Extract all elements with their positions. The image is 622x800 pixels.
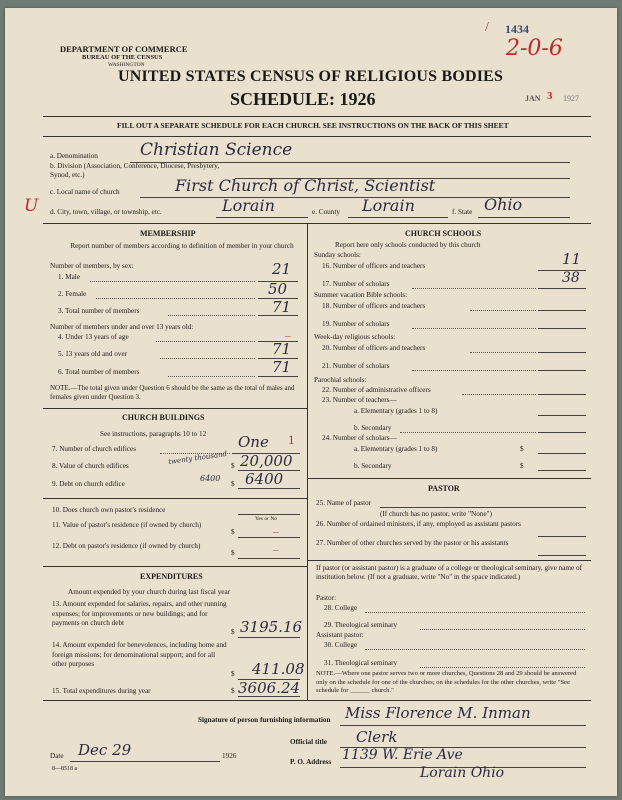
q13-value: 3195.16 bbox=[240, 618, 303, 636]
city-label: d. City, town, village, or township, etc. bbox=[50, 208, 162, 216]
q24a-label: a. Elementary (grades 1 to 8) bbox=[354, 445, 438, 453]
q8-label: 8. Value of church edifices bbox=[52, 462, 129, 470]
city-label: WASHINGTON bbox=[108, 62, 145, 68]
q9-value: 6400 bbox=[245, 470, 284, 488]
q6-value: 71 bbox=[272, 358, 292, 376]
q30-label: 30. College bbox=[324, 641, 358, 649]
graduate-instruction: If pastor (or assistant pastor) is a graduate of a college or theological seminary, give name of institution below. (If not a graduate, write "No" in the space indicated.) bbox=[316, 564, 582, 581]
q19-label: 19. Number of scholars bbox=[322, 320, 390, 328]
expenditures-sub: Amount expended by your church during last fiscal year bbox=[68, 588, 231, 596]
q31-label: 31. Theological seminary bbox=[324, 659, 398, 667]
q28-label: 28. College bbox=[324, 604, 358, 612]
pastor-sub: Pastor: bbox=[316, 594, 336, 602]
schools-intro: Report here only schools conducted by this church bbox=[335, 241, 481, 249]
pastor-title: PASTOR bbox=[428, 484, 460, 493]
po-address-value: 1139 W. Erie Ave bbox=[342, 747, 463, 763]
margin-mark: U bbox=[24, 196, 39, 216]
q24b-label: b. Secondary bbox=[354, 462, 392, 470]
q18-label: 18. Number of officers and teachers bbox=[322, 302, 426, 310]
dept-label: DEPARTMENT OF COMMERCE bbox=[60, 44, 188, 54]
date-value: Dec 29 bbox=[78, 741, 132, 759]
q16-label: 16. Number of officers and teachers bbox=[322, 262, 426, 270]
q7-value: One bbox=[238, 433, 269, 451]
church-name-value: First Church of Christ, Scientist bbox=[175, 176, 436, 195]
q16-value: 11 bbox=[562, 250, 582, 268]
q1-label: 1. Male bbox=[58, 273, 80, 281]
q5-label: 5. 13 years old and over bbox=[58, 350, 128, 358]
q24b-dollar: $ bbox=[520, 462, 524, 470]
assistant-sub: Assistant pastor: bbox=[316, 631, 364, 639]
q14-dollar: $ bbox=[231, 670, 235, 678]
pastor-note: NOTE.—Where one pastor serves two or more churches, Questions 28 and 29 should be answered only on the schedule for one of the churches; on the schedules for the other churches, write "See schedule for ______ church." bbox=[316, 670, 577, 694]
q1-value: 21 bbox=[272, 260, 292, 278]
denomination-label: a. Denomination bbox=[50, 152, 98, 160]
official-title-label: Official title bbox=[290, 738, 327, 746]
instructions-line: FILL OUT A SEPARATE SCHEDULE FOR EACH CHURCH. SEE INSTRUCTIONS ON THE BACK OF THIS SHEET bbox=[117, 121, 509, 130]
county-label: e. County bbox=[312, 208, 340, 216]
buildings-title: CHURCH BUILDINGS bbox=[122, 413, 205, 422]
q24-label: 24. Number of scholars— bbox=[322, 434, 397, 442]
q12-dollar: $ bbox=[231, 549, 235, 557]
q11-label: 11. Value of pastor's residence (if owned by church) bbox=[52, 521, 202, 529]
q23-label: 23. Number of teachers— bbox=[322, 396, 397, 404]
schedule-title: SCHEDULE: 1926 bbox=[230, 89, 376, 109]
church-name-label: c. Local name of church bbox=[50, 188, 120, 196]
q4-label: 4. Under 13 years of age bbox=[58, 333, 129, 341]
parochial-schools: Parochial schools: bbox=[314, 376, 367, 384]
q26-label: 26. Number of ordained ministers, if any, employed as assistant pastors bbox=[316, 520, 521, 528]
q5-value: 71 bbox=[272, 340, 292, 358]
bureau-label: BUREAU OF THE CENSUS bbox=[82, 54, 163, 61]
q15-dollar: $ bbox=[231, 687, 235, 695]
q15-value: 3606.24 bbox=[238, 679, 301, 697]
q2-value: 50 bbox=[268, 280, 288, 298]
q7-label: 7. Number of church edifices bbox=[52, 445, 137, 453]
hand-code: 2-0-6 bbox=[506, 36, 563, 61]
q2-label: 2. Female bbox=[58, 290, 87, 298]
q10-label: 10. Does church own pastor's residence bbox=[52, 506, 166, 514]
q11-dollar: $ bbox=[231, 528, 235, 536]
q23a-label: a. Elementary (grades 1 to 8) bbox=[354, 407, 438, 415]
form-title: UNITED STATES CENSUS OF RELIGIOUS BODIES bbox=[118, 68, 504, 85]
q20-label: 20. Number of officers and teachers bbox=[322, 344, 426, 352]
date-label: Date bbox=[50, 752, 64, 760]
city-value: Lorain bbox=[222, 196, 275, 215]
year-label: 1926 bbox=[222, 752, 237, 760]
stamp-number: 1434 bbox=[505, 22, 529, 36]
weekday-schools: Week-day religious schools: bbox=[314, 333, 396, 341]
division-label: b. Division (Association, Conference, Diocese, Presbytery, Synod, etc.) bbox=[50, 162, 220, 179]
under-over-label: Number of members under and over 13 years old: bbox=[50, 323, 194, 331]
signature-label: Signature of person furnishing information bbox=[198, 716, 331, 724]
yes-no-hint: Yes or No bbox=[255, 516, 278, 522]
date-stamp-day: 3 bbox=[547, 90, 553, 102]
q9-dollar: $ bbox=[231, 480, 235, 488]
summer-schools: Summer vacation Bible schools: bbox=[314, 291, 408, 299]
schools-title: CHURCH SCHOOLS bbox=[405, 229, 482, 238]
q23b-label: b. Secondary bbox=[354, 424, 392, 432]
official-title-value: Clerk bbox=[356, 728, 398, 746]
q17-label: 17. Number of scholars bbox=[322, 280, 390, 288]
q7-tick: 1 bbox=[288, 432, 295, 447]
q12-dash: – bbox=[273, 544, 279, 556]
q3-label: 3. Total number of members bbox=[58, 307, 140, 315]
date-stamp-month: JAN bbox=[525, 94, 541, 103]
q11-dash: – bbox=[273, 526, 279, 538]
q3-value: 71 bbox=[272, 298, 292, 316]
county-value: Lorain bbox=[362, 196, 415, 215]
state-value: Ohio bbox=[484, 195, 523, 214]
expenditures-title: EXPENDITURES bbox=[140, 572, 203, 581]
q13-dollar: $ bbox=[231, 628, 235, 636]
q4-dash: – bbox=[285, 330, 291, 342]
q13-label: 13. Amount expended for salaries, repairs, and other running expenses; for improvements or new buildings; and for payments on church debt bbox=[52, 600, 227, 627]
denomination-value: Christian Science bbox=[140, 140, 293, 160]
q24a-dollar: $ bbox=[520, 445, 524, 453]
membership-intro: Report number of members according to definition of member in your church bbox=[70, 242, 294, 250]
membership-title: MEMBERSHIP bbox=[140, 229, 196, 238]
q6-label: 6. Total number of members bbox=[58, 368, 140, 376]
form-number: 8—8518 a bbox=[52, 766, 78, 772]
state-label: f. State bbox=[452, 208, 473, 216]
q17-value: 38 bbox=[562, 270, 580, 286]
q29-label: 29. Theological seminary bbox=[324, 621, 398, 629]
members-by-sex: Number of members, by sex: bbox=[50, 262, 134, 270]
signature-value: Miss Florence M. Inman bbox=[345, 704, 531, 722]
q21-label: 21. Number of scholars bbox=[322, 362, 390, 370]
q15-label: 15. Total expenditures during year bbox=[52, 687, 151, 695]
date-stamp-year: 1927 bbox=[563, 94, 579, 103]
q12-label: 12. Debt on pastor's residence (if owned by church) bbox=[52, 542, 201, 550]
membership-note: NOTE.—The total given under Question 6 should be the same as the total of males and females given under Question 3. bbox=[50, 384, 295, 401]
po-address-label: P. O. Address bbox=[290, 758, 332, 766]
q14-value: 411.08 bbox=[252, 660, 305, 678]
q8-value: 20,000 bbox=[240, 452, 293, 470]
po-address-city: Lorain Ohio bbox=[420, 765, 505, 781]
red-tick: / bbox=[485, 20, 489, 35]
q27-label: 27. Number of other churches served by the pastor or his assistants bbox=[316, 539, 509, 547]
q8-note: twenty thousand bbox=[167, 449, 228, 467]
buildings-sub: See instructions, paragraphs 10 to 12 bbox=[100, 430, 207, 438]
q9-label: 9. Debt on church edifice bbox=[52, 480, 125, 488]
q9-note: 6400 bbox=[200, 474, 221, 483]
q25-hint: (If church has no pastor, write "None") bbox=[380, 510, 492, 518]
q25-label: 25. Name of pastor bbox=[316, 499, 372, 507]
q8-dollar: $ bbox=[231, 462, 235, 470]
q14-label: 14. Amount expended for benevolences, including home and foreign missions; for denominational support; and for all other purposes bbox=[52, 641, 227, 668]
sunday-schools: Sunday schools: bbox=[314, 251, 361, 259]
q22-label: 22. Number of administrative officers bbox=[322, 386, 431, 394]
